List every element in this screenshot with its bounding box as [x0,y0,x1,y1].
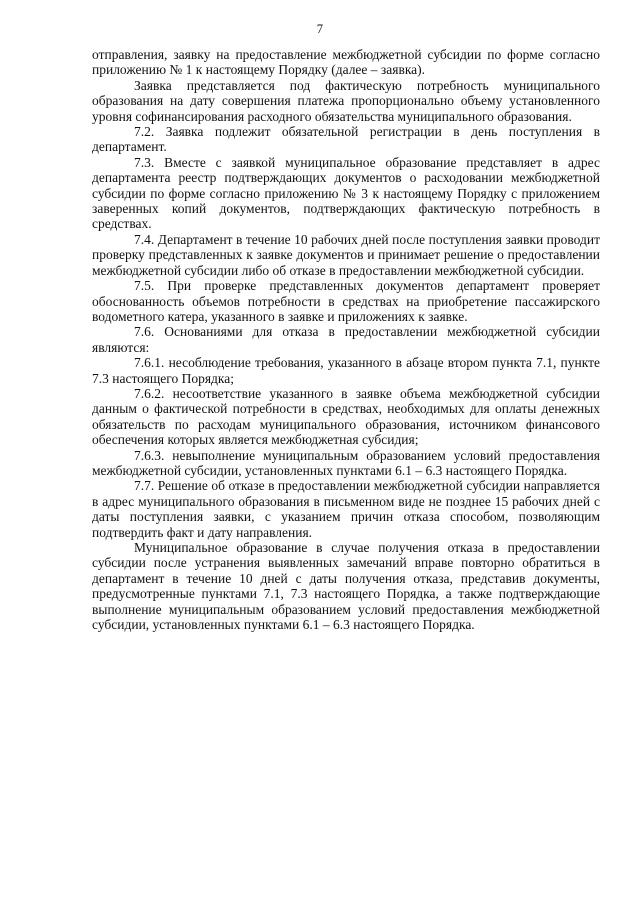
paragraph-7-6: 7.6. Основаниями для отказа в предоставлении межбюджетной субсидии являются: [92,324,600,355]
paragraph-7-6-3: 7.6.3. невыполнение муниципальным образованием условий предоставления межбюджетной субсидии, установленных пунктами 6.1 – 6.3 настоящего Порядка. [92,447,600,478]
paragraph-resubmission: Муниципальное образование в случае получения отказа в предоставлении субсидии после устранения выявленных замечаний вправе повторно обратиться в департамент в течение 10 дней с даты получения отказа, представив документы, предусмотренные пунктами 7.1, 7.3 настоящего Порядка, а также подтверждающие выполнение муниципальным образованием условий предоставления межбюджетной субсидии, установленных пунктами 6.1 – 6.3 настоящего Порядка. [92,540,600,633]
document-body [92,47,600,632]
paragraph-continuation: отправления, заявку на предоставление межбюджетной субсидии по форме согласно приложению № 1 к настоящему Порядку (далее – заявка). [92,47,600,78]
page-number: 7 [316,22,324,36]
paragraph-7-6-2: 7.6.2. несоответствие указанного в заявке объема межбюджетной субсидии данным о фактической потребности в средствах, необходимых для оплаты денежных обязательств по расходам муниципального образования, источником финансового обеспечения которых является межбюджетная субсидия; [92,385,600,448]
paragraph-7-5: 7.5. При проверке представленных документов департамент проверяет обоснованность объемов потребности в средствах на приобретение пассажирского водометного катера, указанного в заявке и приложениях к заявке. [92,278,600,324]
paragraph-7-3: 7.3. Вместе с заявкой муниципальное образование представляет в адрес департамента реестр подтверждающих документов о расходовании межбюджетной субсидии по форме согласно приложению № 3 к настоящему Порядку с приложением заверенных копий документов, подтверждающих фактическую потребность в средствах. [92,154,600,232]
paragraph-7-4: 7.4. Департамент в течение 10 рабочих дней после поступления заявки проводит проверку представленных к заявке документов и принимает решение о предоставлении межбюджетной субсидии либо об отказе в предоставлении межбюджетной субсидии. [92,231,600,278]
paragraph-7-6-1: 7.6.1. несоблюдение требования, указанного в абзаце втором пункта 7.1, пункте 7.3 настоящего Порядка; [92,355,600,386]
paragraph-7-7: 7.7. Решение об отказе в предоставлении межбюджетной субсидии направляется в адрес муниципального образования в письменном виде не позднее 15 рабочих дней с даты поступления заявки, с указанием причин отказа способом, позволяющим подтвердить факт и дату направления. [92,478,600,540]
paragraph-7-2: 7.2. Заявка подлежит обязательной регистрации в день поступления в департамент. [92,124,600,155]
paragraph-application-basis: Заявка представляется под фактическую потребность муниципального образования на дату совершения платежа пропорционально объему установленного уровня софинансирования расходного обязательства муниципального образования. [92,77,600,124]
